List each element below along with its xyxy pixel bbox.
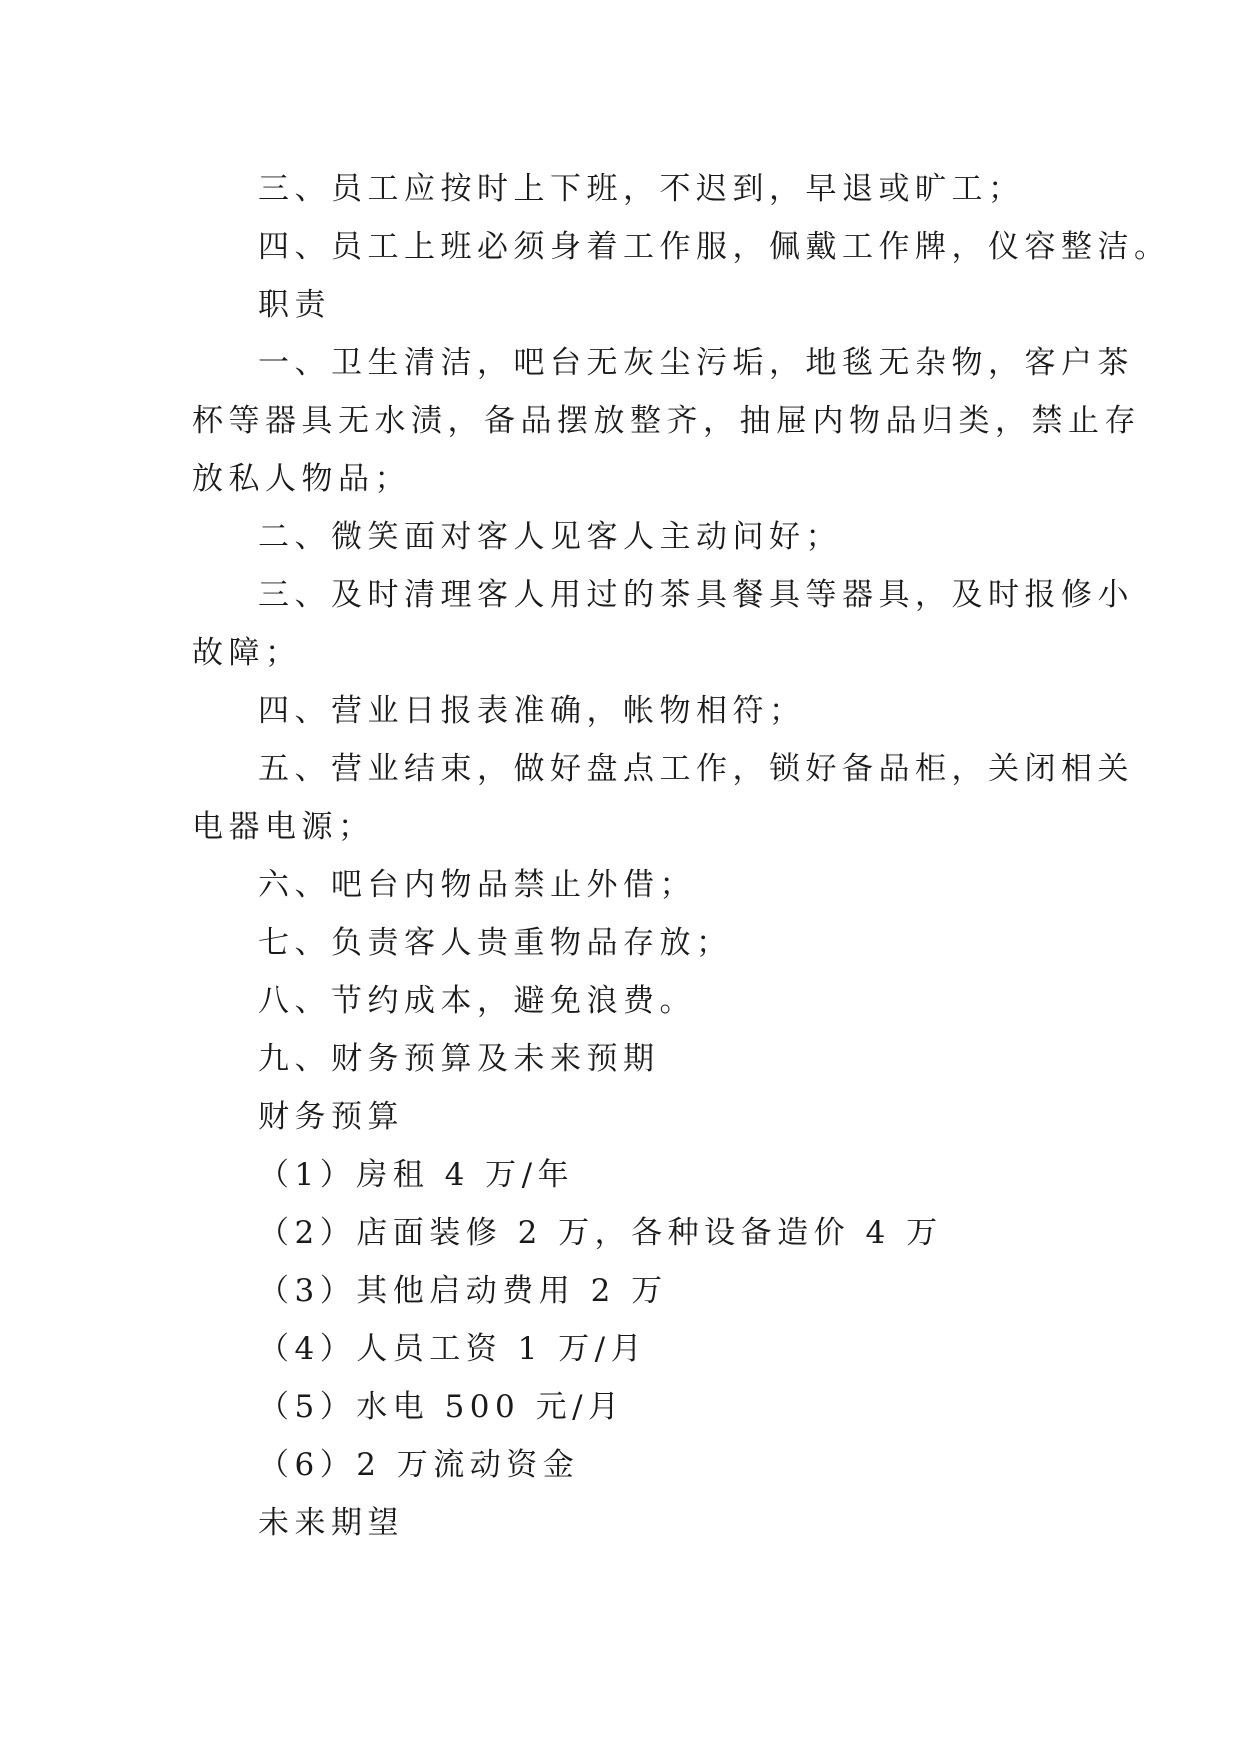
paragraph-rule-3: 三、员工应按时上下班，不迟到，早退或旷工； [258,171,1025,207]
duty-1-line-2: 杯等器具无水渍，备品摆放整齐，抽屉内物品归类，禁止存 [192,403,1141,439]
duty-2: 二、微笑面对客人见客人主动问好； [258,519,842,555]
heading-budget: 财务预算 [258,1099,404,1135]
document-body [192,160,1171,1552]
budget-item-1: （1）房租 4 万/年 [258,1157,575,1193]
duty-8: 八、节约成本，避免浪费。 [258,983,696,1019]
budget-item-3: （3）其他启动费用 2 万 [258,1273,668,1309]
duty-3-line-2: 故障； [192,635,302,671]
budget-item-4: （4）人员工资 1 万/月 [258,1331,648,1367]
duty-5-line-2: 电器电源； [192,809,375,845]
duty-7: 七、负责客人贵重物品存放； [258,925,733,961]
heading-duties: 职责 [258,287,331,323]
duty-6: 六、吧台内物品禁止外借； [258,867,696,903]
duty-4: 四、营业日报表准确，帐物相符； [258,693,806,729]
heading-future-expectations: 未来期望 [258,1505,404,1541]
budget-item-5: （5）水电 500 元/月 [258,1389,625,1425]
duty-3-line-1: 三、及时清理客人用过的茶具餐具等器具，及时报修小 [258,577,1134,613]
duty-5-line-1: 五、营业结束，做好盘点工作，锁好备品柜，关闭相关 [258,751,1134,787]
paragraph-rule-4: 四、员工上班必须身着工作服，佩戴工作牌，仪容整洁。 [258,229,1171,265]
budget-item-6: （6）2 万流动资金 [258,1447,580,1483]
duty-1-line-3: 放私人物品； [192,461,411,497]
budget-item-2: （2）店面装修 2 万，各种设备造价 4 万 [258,1215,943,1251]
duty-1-line-1: 一、卫生清洁，吧台无灰尘污垢，地毯无杂物，客户茶 [258,345,1134,381]
section-9-heading: 九、财务预算及未来预期 [258,1041,660,1077]
